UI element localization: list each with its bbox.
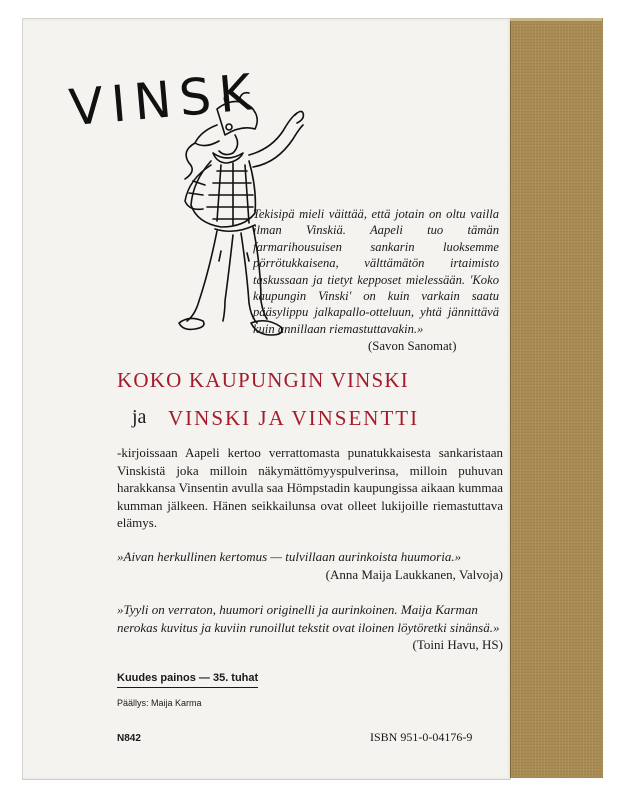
press-quote-source: (Anna Maija Laukkanen, Valvoja): [325, 566, 503, 582]
title-connector: ja: [132, 406, 147, 428]
cover-artist-credit: Päällys: Maija Karma: [117, 698, 202, 708]
catalog-code: N842: [117, 733, 141, 744]
review-source: (Savon Sanomat): [368, 339, 457, 353]
isbn-number: ISBN 951-0-04176-9: [370, 730, 473, 744]
vinsk-lettering: VINSK: [66, 62, 263, 138]
press-quote-text: »Tyyli on verraton, huumori originelli ja aurinkoinen. Maija Karman nerokas kuvitus ja kuviin runoillut tekstit ovat iloinen löytöretki sinänsä.»: [117, 602, 500, 635]
book-title-second: VINSKI JA VINSENTTI: [168, 406, 420, 430]
press-quote: [117, 548, 503, 583]
spine-top-edge: [510, 18, 602, 21]
press-quote-source: (Toini Havu, HS): [412, 637, 503, 653]
book-title-first: KOKO KAUPUNGIN VINSKI: [117, 368, 409, 392]
review-quote: Tekisipä mieli väittää, että jotain on oltu vailla ilman Vinskiä. Aapeli tuo tämän farmarihousuisen sankarin luoksemme pörrötukkaisena, välttämätön irtaimisto taskussaan ja tietyt kepposet mielessään. 'Koko kaupungin Vinski' on kuin varkain saatu pääsylippu jalkapallo-otteluun, yhtä jännittävä kuin annillaan riemastuttavakin.»: [253, 207, 499, 336]
cover-panel: [22, 18, 511, 780]
press-quote: [117, 601, 503, 654]
press-quote-text: »Aivan herkullinen kertomus — tulvillaan aurinkoista huumoria.»: [117, 549, 462, 564]
description-text: -kirjoissaan Aapeli kertoo verrattomasta punatukkaisesta sankaristaan Vinskistä joka milloin näkymättömyyspulverinsa, milloin puhuvan harakkansa Vinsentin avulla saa Hömpstadin kaupungissa aikaan kummaa kumman jälkeen. Hänen seikkailunsa ovat olleet lukijoille riemastuttava elämys.: [117, 445, 503, 531]
edition-line: Kuudes painos — 35. tuhat: [117, 672, 258, 688]
cloth-spine: [510, 18, 603, 778]
book-back-cover: [22, 18, 602, 778]
